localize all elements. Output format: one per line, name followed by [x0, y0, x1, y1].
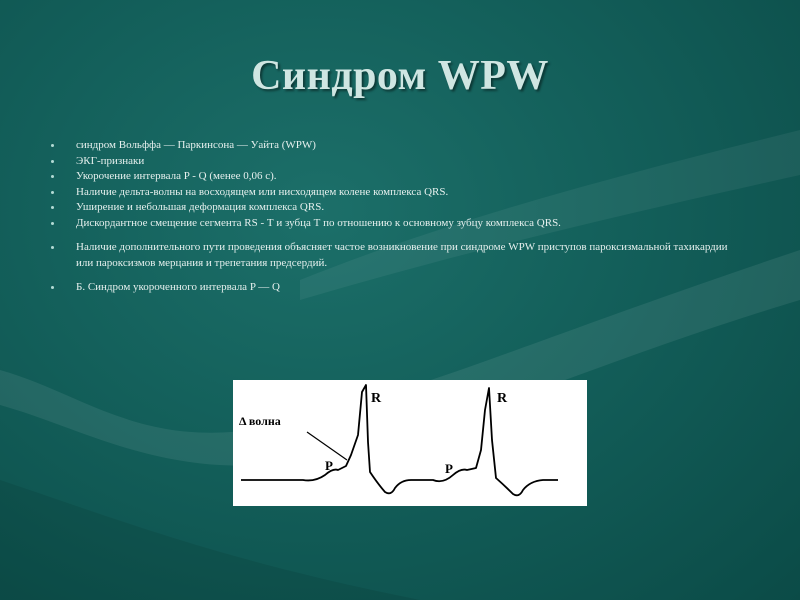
bullet-item: ЭКГ-признаки [48, 154, 728, 170]
r-label-1: R [371, 391, 382, 406]
p-label-2: P [445, 461, 453, 476]
bullet-list [48, 138, 728, 296]
p-label-1: P [325, 458, 333, 473]
bullet-item: Дискордантное смещение сегмента RS - Т и зубца Т по отношению к основному зубцу комплекса QRS. [48, 216, 728, 232]
slide-title: Синдром WPW [251, 53, 549, 99]
bullet-item: Б. Синдром укороченного интервала P — Q [48, 280, 728, 296]
bullet-item: Укорочение интервала P - Q (менее 0,06 с). [48, 169, 728, 185]
delta-wave-pointer [307, 432, 347, 460]
ecg-trace [241, 385, 558, 495]
bullet-item: Наличие дельта-волны на восходящем или нисходящем колене комплекса QRS. [48, 185, 728, 201]
bullet-item: Уширение и небольшая деформация комплекса QRS. [48, 200, 728, 216]
delta-wave-label: Δ волна [239, 414, 281, 428]
bullet-item: синдром Вольффа — Паркинсона — Уайта (WPW) [48, 138, 728, 154]
bullet-item: Наличие дополнительного пути проведения объясняет частое возникновение при синдроме WPW приступов пароксизмальной тахикардии или пароксизмов мерцания и трепетания предсердий. [48, 240, 728, 271]
ecg-figure [233, 380, 587, 506]
ecg-diagram [233, 380, 587, 506]
r-label-2: R [497, 391, 508, 406]
